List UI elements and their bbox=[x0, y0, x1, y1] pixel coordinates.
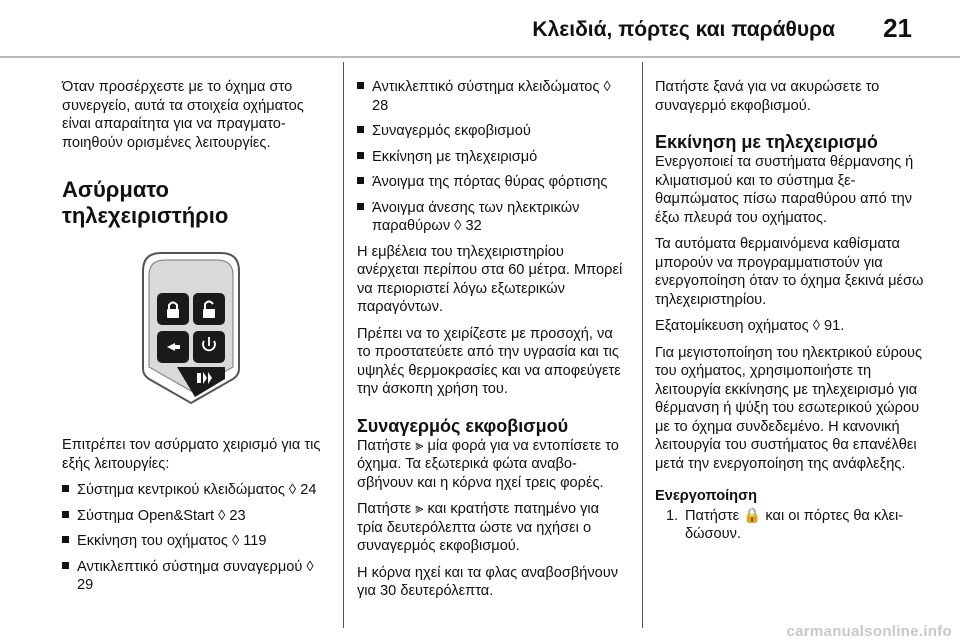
column-divider bbox=[642, 62, 643, 628]
list-item: Άνοιγμα άνεσης των ηλεκτρικών παραθύρων ◊ 32 bbox=[357, 199, 627, 236]
column-3 bbox=[655, 78, 927, 551]
panic-cancel-paragraph: Πατήστε ξανά για να ακυρώσετε το συναγερμό εκφοβισμού. bbox=[655, 79, 880, 114]
section-heading-remote-start: Εκκίνηση με τηλεχειρισμό bbox=[655, 132, 878, 152]
panic-paragraph-2: Πατήστε ⫸ και κρατήστε πατημένο για τρία δευτερόλεπτα ώστε να ηχήσει ο συναγερμός εκφοβισμού. bbox=[357, 501, 600, 554]
list-item: Αντικλεπτικό σύστημα κλειδώματος ◊ 28 bbox=[357, 78, 627, 115]
personalization-reference: Εξατομίκευση οχήματος ◊ 91. bbox=[655, 318, 845, 334]
list-item: Σύστημα Open&Start ◊ 23 bbox=[62, 507, 330, 526]
panic-paragraph-1: Πατήστε ⫸ μία φορά για να εντοπίσετε το όχημα. Τα εξωτερικά φώτα αναβοσβήνουν και η κόρνα ηχεί τρεις φορές. bbox=[357, 437, 619, 491]
list-item: Συναγερμός εκφοβισμού bbox=[357, 122, 627, 141]
list-item: Εκκίνηση του οχήματος ◊ 119 bbox=[62, 532, 330, 551]
intro-paragraph: Όταν προσέρχεστε με το όχημα στο συνεργείο, αυτά τα στοιχεία οχήματος είναι απαραίτητα για να πραγματοποιηθούν ορισμένες λειτουργίες. bbox=[62, 79, 304, 151]
key-fob-illustration bbox=[137, 251, 245, 406]
step-item: 1. Πατήστε 🔒 και οι πόρτες θα κλειδώσουν. bbox=[666, 507, 904, 542]
header-divider bbox=[0, 56, 960, 58]
remote-start-paragraph-1: Ενεργοποιεί τα συστήματα θέρμανσης ή κλιματισμού και το σύστημα ξεθαμπώματος πίσω παραθύρου από την έξω πλευρά του οχήματος. bbox=[655, 154, 914, 226]
page-number: 21 bbox=[883, 13, 912, 43]
functions-list-continued bbox=[357, 78, 627, 236]
column-1 bbox=[62, 78, 330, 602]
range-paragraph: Η εμβέλεια του τηλεχειριστηρίου ανέρχεται περίπου στα 60 μέτρα. Μπορεί να περιοριστεί λόγω εξωτερικών παραγόντων. bbox=[357, 243, 623, 315]
care-paragraph: Πρέπει να το χειρίζεστε με προσοχή, να το προστατεύετε από την υγρασία και τις υψηλές θερμοκρασίες και να αποφεύγετε την άσκοπη χρήση του. bbox=[357, 325, 621, 397]
list-item: Άνοιγμα της πόρτας θύρας φόρτισης bbox=[357, 173, 627, 192]
remote-start-paragraph-2: Τα αυτόματα θερμαινόμενα καθίσματα μπορούν να προγραμματιστούν για ενεργοποίηση όταν το όχημα ξεκινά μέσω τηλεχειριστηρίου. bbox=[655, 236, 924, 308]
column-2 bbox=[357, 78, 627, 609]
list-item: Εκκίνηση με τηλεχειρισμό bbox=[357, 148, 627, 167]
remote-start-paragraph-3: Για μεγιστοποίηση του ηλεκτρικού εύρους του οχήματος, χρησιμοποιήστε τη λειτουργία εκκίνησης με τηλεχειρισμό για θέρμανση ή ψύξη του εσωτερικού χώρου με το όχημα συνδεδεμένο. Η κανονική λειτουργία του συστήματος θα επανέλθει μετά την ενεργοποίηση της ανάφλεξης. bbox=[655, 344, 923, 472]
activation-subheading: Ενεργοποίηση bbox=[655, 488, 757, 504]
watermark: carmanualsonline.info bbox=[786, 623, 952, 640]
panic-paragraph-3: Η κόρνα ηχεί και τα φλας αναβοσβήνουν για 30 δευτερόλεπτα. bbox=[357, 564, 619, 599]
section-heading-panic: Συναγερμός εκφοβισμού bbox=[357, 415, 569, 436]
activation-steps bbox=[655, 507, 927, 544]
list-item: Σύστημα κεντρικού κλειδώματος ◊ 24 bbox=[62, 481, 330, 500]
functions-list bbox=[62, 481, 330, 595]
functions-intro: Επιτρέπει τον ασύρματο χειρισμό για τις εξής λειτουργίες: bbox=[62, 437, 321, 472]
list-item: Αντικλεπτικό σύστημα συναγερμού ◊ 29 bbox=[62, 558, 330, 595]
page-title: Κλειδιά, πόρτες και παράθυρα bbox=[532, 18, 835, 41]
column-divider bbox=[343, 62, 344, 628]
section-heading-remote: Ασύρματο τηλεχειριστήριο bbox=[62, 177, 229, 228]
